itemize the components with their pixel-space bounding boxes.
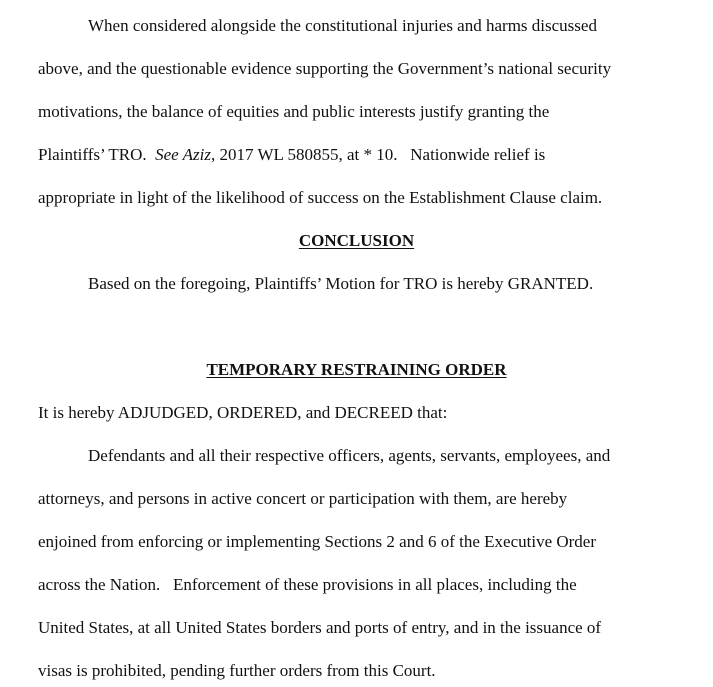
paragraph-line: above, and the questionable evidence supporting the Government’s national security	[38, 59, 612, 78]
order-text: Enforcement of these provisions in all places, including the	[173, 575, 577, 594]
order-line	[38, 575, 577, 595]
order-line: Defendants and all their respective officers, agents, servants, employees, and	[88, 446, 611, 465]
order-line: attorneys, and persons in active concert or participation with them, are hereby	[38, 489, 568, 508]
conclusion-heading: CONCLUSION	[298, 231, 415, 250]
order-line: visas is prohibited, pending further orders from this Court.	[38, 661, 436, 680]
case-citation: See Aziz	[155, 145, 211, 164]
paragraph-line: motivations, the balance of equities and public interests justify granting the	[38, 102, 550, 121]
paragraph-text: Nationwide relief is	[410, 145, 546, 164]
order-line: United States, at all United States borders and ports of entry, and in the issuance of	[38, 618, 602, 637]
citation-text: , 2017 WL 580855, at * 10.	[211, 145, 398, 164]
paragraph-line: appropriate in light of the likelihood of success on the Establishment Clause claim.	[38, 188, 603, 207]
tro-heading: TEMPORARY RESTRAINING ORDER	[206, 360, 507, 379]
paragraph-text: Plaintiffs’ TRO.	[38, 145, 147, 164]
conclusion-text: Based on the foregoing, Plaintiffs’ Motion for TRO is hereby GRANTED.	[88, 274, 594, 293]
order-intro: It is hereby ADJUDGED, ORDERED, and DECREED that:	[38, 403, 448, 422]
paragraph-line: When considered alongside the constitutional injuries and harms discussed	[88, 16, 597, 35]
order-line: enjoined from enforcing or implementing Sections 2 and 6 of the Executive Order	[38, 532, 597, 551]
order-text: across the Nation.	[38, 575, 161, 594]
paragraph-line	[38, 145, 545, 165]
